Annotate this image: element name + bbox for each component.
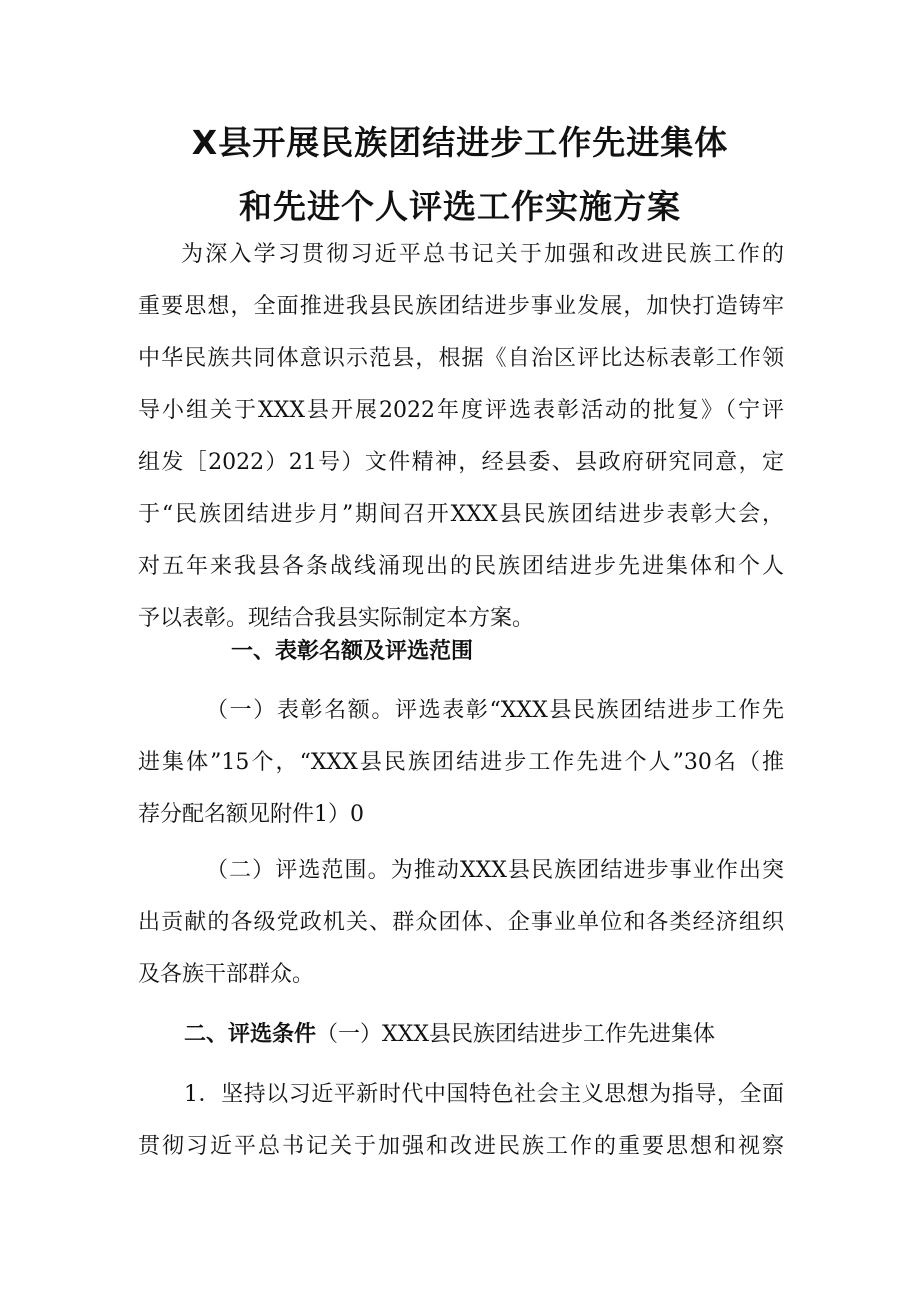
section-2-heading-row: [184, 1020, 715, 1050]
section-1-item-2-line: 出贡献的各级党政机关、群众团体、企事业单位和各类经济组织: [138, 910, 784, 935]
section-1-heading: 一、表彰名额及评选范围: [231, 639, 474, 664]
intro-line: 导小组关于XXX县开展2022年度评选表彰活动的批复》（宁评: [138, 398, 784, 423]
section-2-item-1-line: 贯彻习近平总书记关于加强和改进民族工作的重要思想和视察: [138, 1134, 784, 1159]
intro-line: 于“民族团结进步月”期间召开XXX县民族团结进步表彰大会，: [138, 502, 784, 527]
section-1-item-1-line: 进集体”15个，“XXX县民族团结进步工作先进个人”30名（推: [138, 750, 784, 775]
section-2-heading: 二、评选条件: [184, 1022, 317, 1047]
intro-line: 中华民族共同体意识示范县，根据《自治区评比达标表彰工作领: [138, 346, 784, 371]
document-title-line-1: X县开展民族团结进步工作先进集体: [191, 123, 729, 162]
section-1-item-2-line: 及各族干部群众。: [138, 962, 315, 987]
section-2-subheading: （一）XXX县民族团结进步工作先进集体: [316, 1022, 716, 1047]
section-1-item-1-line: （一）表彰名额。评选表彰“XXX县民族团结进步工作先: [206, 698, 784, 723]
section-1-item-1-line: 荐分配名额见附件1）0: [138, 802, 364, 827]
intro-line: 重要思想，全面推进我县民族团结进步事业发展，加快打造铸牢: [138, 294, 784, 319]
section-1-item-2-line: （二）评选范围。为推动XXX县民族团结进步事业作出突: [206, 858, 784, 883]
intro-line: 予以表彰。现结合我县实际制定本方案。: [138, 606, 535, 631]
section-2-item-1-line: 1．坚持以习近平新时代中国特色社会主义思想为指导，全面: [184, 1082, 784, 1107]
document-title-line-2: 和先进个人评选工作实施方案: [239, 187, 681, 226]
intro-line: 组发［2022）21号）文件精神，经县委、县政府研究同意，定: [138, 450, 784, 475]
intro-line: 对五年来我县各条战线涌现出的民族团结进步先进集体和个人: [138, 554, 784, 579]
intro-line: 为深入学习贯彻习近平总书记关于加强和改进民族工作的: [181, 242, 784, 267]
